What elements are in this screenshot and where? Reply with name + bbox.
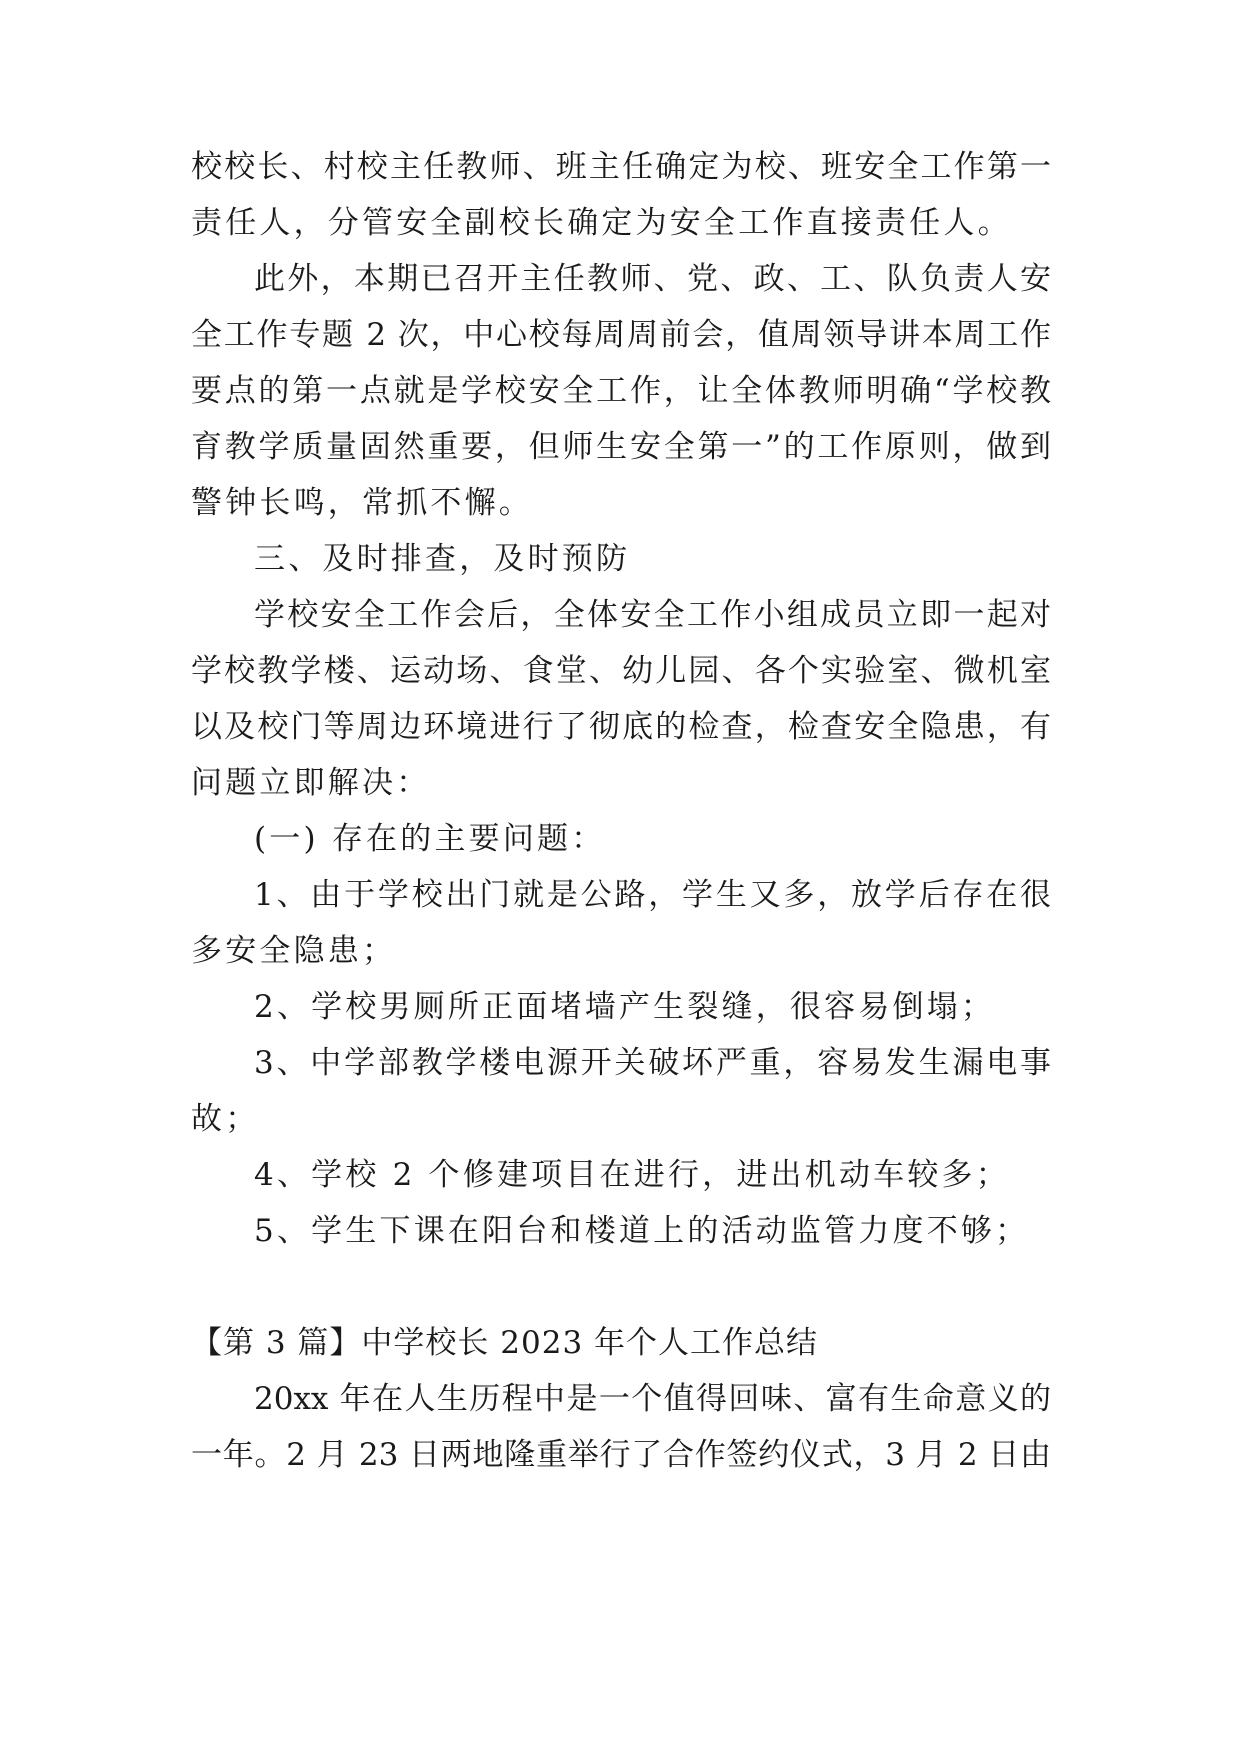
text-line: 问题立即解决： (191, 765, 431, 801)
text-line: 警钟长鸣，常抓不懈。 (191, 485, 533, 521)
list-item: 5、学生下课在阳台和楼道上的活动监管力度不够； (254, 1213, 1030, 1249)
text-line: 责任人，分管安全副校长确定为安全工作直接责任人。 (191, 205, 1012, 241)
text-line: 育教学质量固然重要，但师生安全第一”的工作原则，做到 (191, 429, 1051, 465)
text-line: 学校教学楼、运动场、食堂、幼儿园、各个实验室、微机室 (191, 653, 1051, 689)
text-line: 故； (191, 1101, 260, 1137)
text-line: 学校安全工作会后，全体安全工作小组成员立即一起对 (254, 597, 1051, 633)
text-line: 此外，本期已召开主任教师、党、政、工、队负责人安 (254, 261, 1051, 297)
list-item: 2、学校男厕所正面堵墙产生裂缝，很容易倒塌； (254, 989, 996, 1025)
article-title: 【第 3 篇】中学校长 2023 年个人工作总结 (191, 1325, 819, 1361)
list-item: 4、学校 2 个修建项目在进行，进出机动车较多； (254, 1157, 1010, 1193)
text-line: 校校长、村校主任教师、班主任确定为校、班安全工作第一 (191, 149, 1051, 185)
text-line: 多安全隐患； (191, 933, 397, 969)
subsection-heading: (一) 存在的主要问题： (254, 821, 606, 857)
text-line: 全工作专题 2 次，中心校每周周前会，值周领导讲本周工作 (191, 317, 1051, 353)
text-line: 一年。2 月 23 日两地隆重举行了合作签约仪式，3 月 2 日由 (191, 1437, 1051, 1473)
list-item: 1、由于学校出门就是公路，学生又多，放学后存在很 (254, 877, 1051, 913)
text-line: 以及校门等周边环境进行了彻底的检查，检查安全隐患，有 (191, 709, 1051, 745)
section-heading: 三、及时排查，及时预防 (254, 541, 631, 577)
text-line: 20xx 年在人生历程中是一个值得回味、富有生命意义的 (254, 1381, 1051, 1417)
list-item: 3、中学部教学楼电源开关破坏严重，容易发生漏电事 (254, 1045, 1051, 1081)
text-line: 要点的第一点就是学校安全工作，让全体教师明确“学校教 (191, 373, 1051, 409)
